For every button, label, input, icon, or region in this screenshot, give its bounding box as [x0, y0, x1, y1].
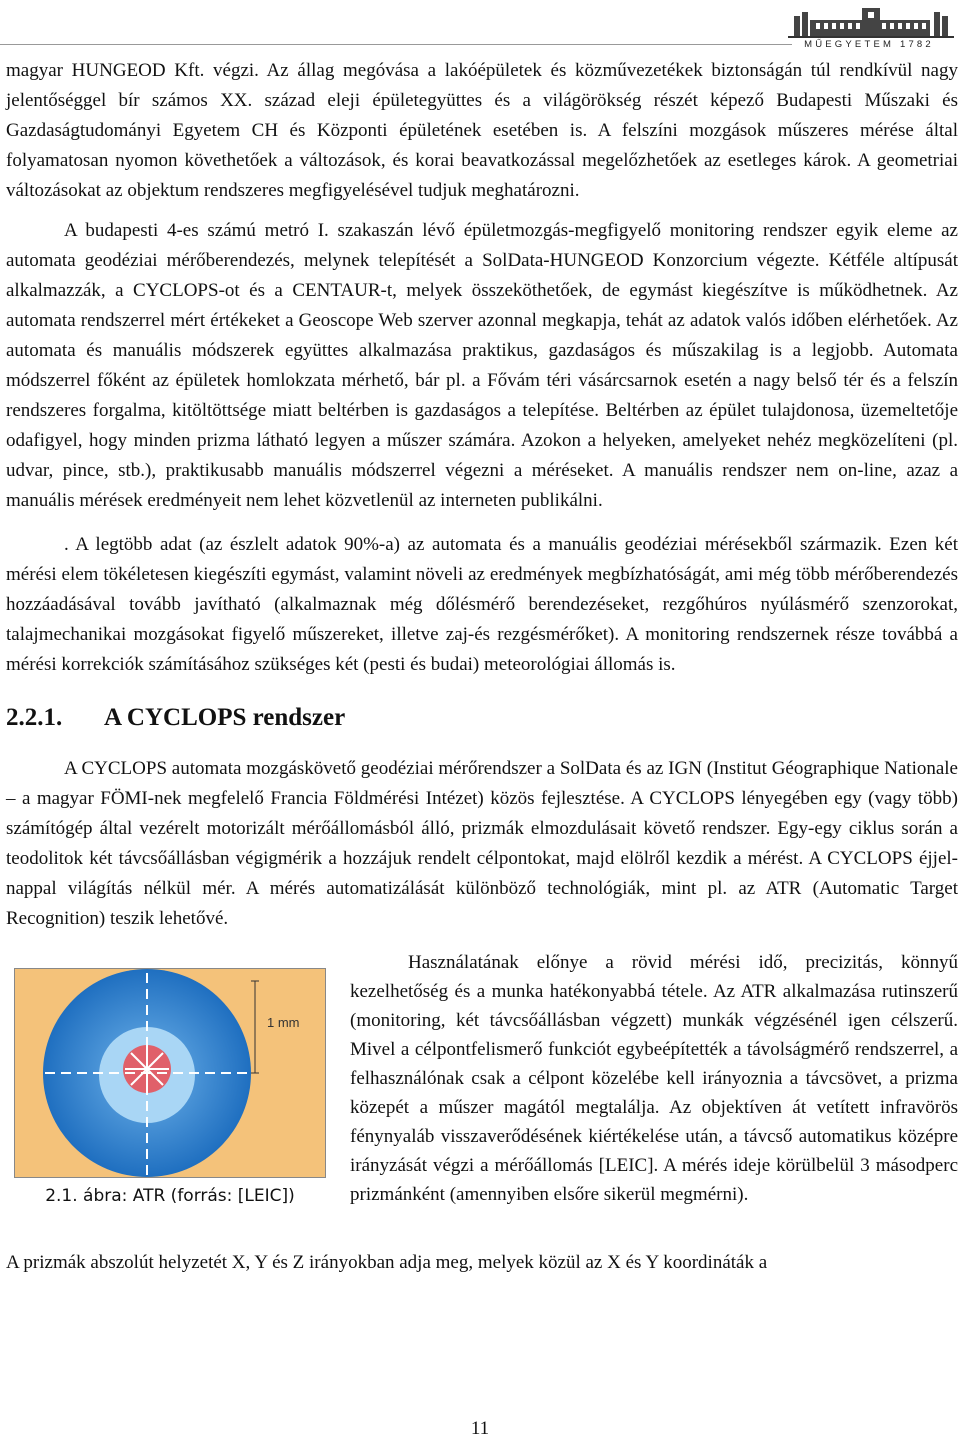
paragraph-5: Használatának előnye a rövid mérési idő, precizitás, könnyű kezelhetőség és a munka hatékonyabbá tétele. Az ATR alkalmazása rutinszerű (monitoring, két távcsőállásban végzett) munkák végzésénél igen célszerű. Mivel a célpontfelismerő funkciót egybeépítették a távolságmérő rendszerrel, a felhasználónak csak a célpont közelébe kell irányoznia a távcsövet, a prizma közepét a műszer magától megtalálja. Az objektíven át vetített infravörös fénynyaláb visszaverődésének kiértékelése után, a távcső automatikus középre irányzását végzi a mérőállomás [LEIC]. A mérés ideje körülbelül 3 másodperc prizmánként (amennyiben elsőre sikerül megmérni).	[350, 952, 958, 1205]
header-rule	[0, 44, 792, 45]
paragraph-1: magyar HUNGEOD Kft. végzi. Az állag megóvása a lakóépületek és közművezetékek biztonságán túl rendkívül nagy jelentőséggel bír számos XX. század eleji épületegyüttes és a világörökség részét képező Budapesti Műszaki és Gazdaságtudományi Egyetem CH és Központi épületének esetében is. A felszíni mozgások műszeres mérése által folyamatosan nyomon követhetőek a változások, és korai beavatkozással megelőzhetőek az esetleges károk. A geometriai változásokat az objektum rendszeres megfigyelésével tudjuk meghatározni.	[6, 60, 958, 201]
figure-image	[14, 968, 326, 1178]
figure-block	[6, 948, 958, 1248]
section-title: A CYCLOPS rendszer	[104, 704, 346, 731]
paragraph-4: A CYCLOPS automata mozgáskövető geodéziai mérőrendszer a SolData és az IGN (Institut Géographique Nationale – a magyar FÖMI-nek megfelelő Francia Földmérési Intézet) közös fejlesztése. A CYCLOPS lényegében egy (vagy több) számítógép által vezérelt motorizált mérőállomásból álló, prizmák elmozdulásait követő rendszer. Egy-egy ciklus során a teodolitok két távcsőállásban végigmérik a hozzájuk rendelt célpontokat, majd elölről kezdik a mérést. A CYCLOPS éjjel-nappal világítás nélkül mér. A mérés automatizálását különböző technológiák, mint pl. az ATR (Automatic Target Recognition) teszik lehetővé.	[6, 758, 958, 929]
atr-figure	[14, 968, 326, 1246]
logo-caption: MŰEGYETEM 1782	[804, 39, 934, 50]
section-number: 2.2.1.	[6, 704, 63, 731]
page-number: 11	[470, 1418, 490, 1439]
paragraph-3: . A legtöbb adat (az észlelt adatok 90%-a) az automata és a manuális geodéziai mérésekből származik. Ezen két mérési elem tökéletesen kiegészíti egymást, valamint növeli az eredmények megbízhatóságát, ami még több mérőberendezés hozzáadásával tovább javítható (alkalmaznak még dőlésmérő berendezéseket, rezgőhúros nyúlásmérő szenzorokat, talajmechanikai mozgásokat figyelő műszereket, illetve zaj-és rezgésmérőket). A monitoring rendszernek része továbbá a mérési korrekciók számításához szükséges két (pesti és budai) meteorológiai állomás is.	[6, 534, 958, 675]
paragraph-2: A budapesti 4-es számú metró I. szakaszán lévő épületmozgás-megfigyelő monitoring rendszer egyik eleme az automata geodéziai mérőberendezés, melynek telepítését a SolData-HUNGEOD Konzorcium végezte. Kétféle altípusát alkalmazzák, a CYCLOPS-ot és a CENTAUR-t, melyek összeköthetőek, de egymást kiegészítve is működhetnek. Az automata rendszerrel mért értékeket a Geoscope Web szerver azonnal megkapja, tehát az adatok valós időben elérhetőek. Az automata és manuális módszerek együttes alkalmazása praktikus, gazdaságos és műszakilag is a legjobb. Automata módszerrel főként az épületek homlokzata mérhető, bár pl. a Fővám téri vásárcsarnok esetén a nagy belső tér és a felszín rendszeres forgalma, kitöltöttsége miatt beltérben is gazdaságos a telepítése. Beltérben az épület tulajdonosa, üzemeltetője odafigyel, hogy minden prizma látható legyen a műszer számára. Azokon a helyeken, amelyeket nehéz megközelíteni (pl. udvar, pince, stb.), praktikusabb manuális módszerrel végezni a méréseket. A manuális rendszer nem on-line, azaz a manuális mérések eredményeit nem lehet közvetlenül az interneten publikálni.	[6, 220, 958, 511]
scale-label: 1 mm	[267, 1015, 300, 1030]
figure-caption: 2.1. ábra: ATR (forrás: [LEIC])	[45, 1186, 295, 1206]
side-text	[350, 948, 958, 1209]
page-content	[6, 56, 958, 1278]
atr-target-icon	[15, 969, 325, 1177]
section-heading	[6, 680, 958, 754]
paragraph-6: A prizmák abszolút helyzetét X, Y és Z irányokban adja meg, melyek közül az X és Y koordináták a	[6, 1252, 768, 1273]
